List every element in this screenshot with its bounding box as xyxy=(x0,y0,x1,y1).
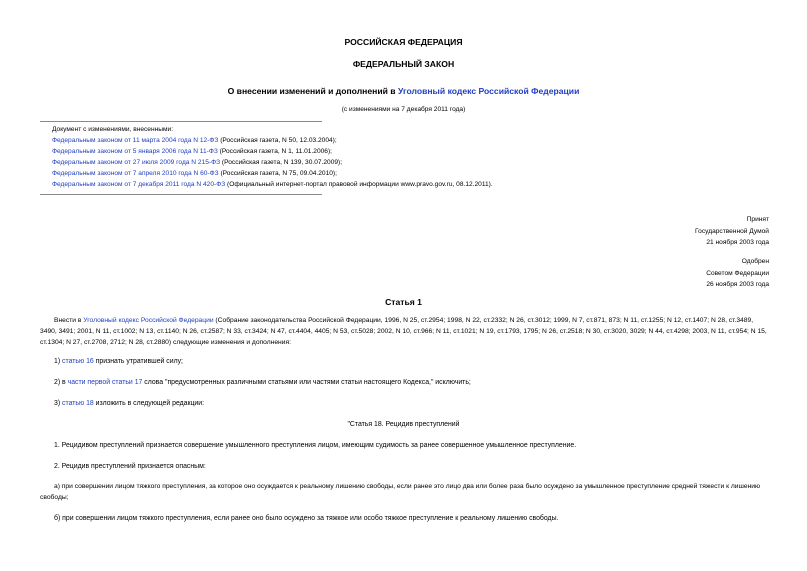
item-3 xyxy=(54,398,204,409)
amended-note: (с изменениями на 7 декабря 2011 года) xyxy=(341,106,466,113)
amendment-source: (Российская газета, N 139, 30.07.2009); xyxy=(220,159,343,166)
article-18-link[interactable]: статью 18 xyxy=(62,400,94,407)
change-item xyxy=(52,179,493,190)
approval-block xyxy=(706,256,769,291)
change-item xyxy=(52,135,493,146)
quoted-article-title: "Статья 18. Рецидив преступлений xyxy=(347,421,460,428)
article-16-link[interactable]: статью 16 xyxy=(62,358,94,365)
item-1-prefix: 1) xyxy=(54,358,63,365)
adoption-status: Принят xyxy=(746,216,769,223)
change-item xyxy=(52,157,493,168)
item-2-rest: слова "предусмотренных различными статьями или частями статьи настоящего Кодекса," исключить; xyxy=(142,379,471,386)
amendment-link[interactable]: Федеральным законом от 7 декабря 2011 года N 420-ФЗ xyxy=(52,181,226,188)
change-item xyxy=(52,168,493,179)
paragraph-a: а) при совершении лицом тяжкого преступления, за которое оно осуждается к реальному лишению свободы, если ранее это лицо два или более раза было осуждено за умышленное преступление средней тяжести к лишению свободы; xyxy=(40,483,761,501)
intro-rest: (Собрание законодательства Российской Федерации, 1996, N 25, ст.2954; 1998, N 22, ст.2332; N 26, ст.3012; 1999, N 7, ст.871, 873; N 11, ст.1255; N 12, ст.1407; N 28, ст.3489, 3490, 3491; 2001, N 11, ст.1002; N 13, ст.1140; N 26, ст.2587; N 33, ст.3424; N 47, ст.4404, 4405; N 53, ст.5028; 2002, N 10, ст.966; N 11, ст.1021; N 19, ст.1793, 1795; N 26, ст.2518; N 30, ст.3020, 3029; N 44, ст.4298; 2003, N 11, ст.954; N 15, ст.1304; N 27, ст.2708, 2712; N 28, ст.2880) следующие изменения и дополнения: xyxy=(40,317,767,346)
changes-intro: Документ с изменениями, внесенными: xyxy=(52,126,174,133)
changes-block xyxy=(52,124,493,190)
top-divider xyxy=(40,121,322,122)
approval-date: 26 ноября 2003 года xyxy=(706,281,769,288)
adoption-body: Государственной Думой xyxy=(695,227,769,235)
amendment-link[interactable]: Федеральным законом от 7 апреля 2010 года N 60-ФЗ xyxy=(52,170,219,177)
amendment-source: (Российская газета, N 50, 12.03.2004); xyxy=(218,137,337,144)
adoption-date: 21 ноября 2003 года xyxy=(706,239,769,246)
amendment-source: (Российская газета, N 1, 11.01.2006); xyxy=(217,148,332,155)
article-intro xyxy=(40,315,769,348)
item-3-prefix: 3) xyxy=(54,400,63,407)
article-heading: Статья 1 xyxy=(385,297,422,307)
adoption-block xyxy=(695,214,769,249)
item-2 xyxy=(54,377,471,388)
law-title xyxy=(0,86,807,96)
criminal-code-link[interactable]: Уголовный кодекс Российской Федерации xyxy=(397,86,580,96)
bottom-divider xyxy=(40,194,322,195)
approval-body: Советом Федерации xyxy=(706,269,769,277)
paragraph-2: 2. Рецидив преступлений признается опасным: xyxy=(54,463,206,470)
paragraph-b: б) при совершении лицом тяжкого преступления, если ранее оно было осуждено за тяжкое или особо тяжкое преступление к реальному лишению свободы. xyxy=(54,515,559,522)
law-type-heading: ФЕДЕРАЛЬНЫЙ ЗАКОН xyxy=(352,59,455,69)
amendment-source: (Российская газета, N 75, 09.04.2010); xyxy=(218,170,337,177)
article-17-part-1-link[interactable]: части первой статьи 17 xyxy=(67,379,143,386)
item-3-rest: изложить в следующей редакции: xyxy=(93,400,205,407)
item-1 xyxy=(54,356,183,367)
amendment-link[interactable]: Федеральным законом от 11 марта 2004 года N 12-ФЗ xyxy=(52,137,219,144)
item-1-rest: признать утратившей силу; xyxy=(93,358,183,365)
country-heading: РОССИЙСКАЯ ФЕДЕРАЦИЯ xyxy=(344,37,463,47)
approval-status: Одобрен xyxy=(741,258,769,265)
law-title-prefix: О внесении изменений и дополнений в xyxy=(227,86,398,96)
criminal-code-link[interactable]: Уголовный кодекс Российской Федерации xyxy=(83,317,214,324)
paragraph-1: 1. Рецидивом преступлений признается совершение умышленного преступления лицом, имеющим судимость за ранее совершенное умышленное преступление. xyxy=(54,442,577,449)
amendment-source: (Официальный интернет-портал правовой информации www.pravo.gov.ru, 08.12.2011). xyxy=(225,181,493,188)
change-item xyxy=(52,146,493,157)
intro-prefix: Внести в xyxy=(54,317,84,324)
amendment-link[interactable]: Федеральным законом от 5 января 2006 года N 11-ФЗ xyxy=(52,148,218,155)
item-2-prefix: 2) в xyxy=(54,379,68,386)
amendment-link[interactable]: Федеральным законом от 27 июля 2009 года N 215-ФЗ xyxy=(52,159,221,166)
